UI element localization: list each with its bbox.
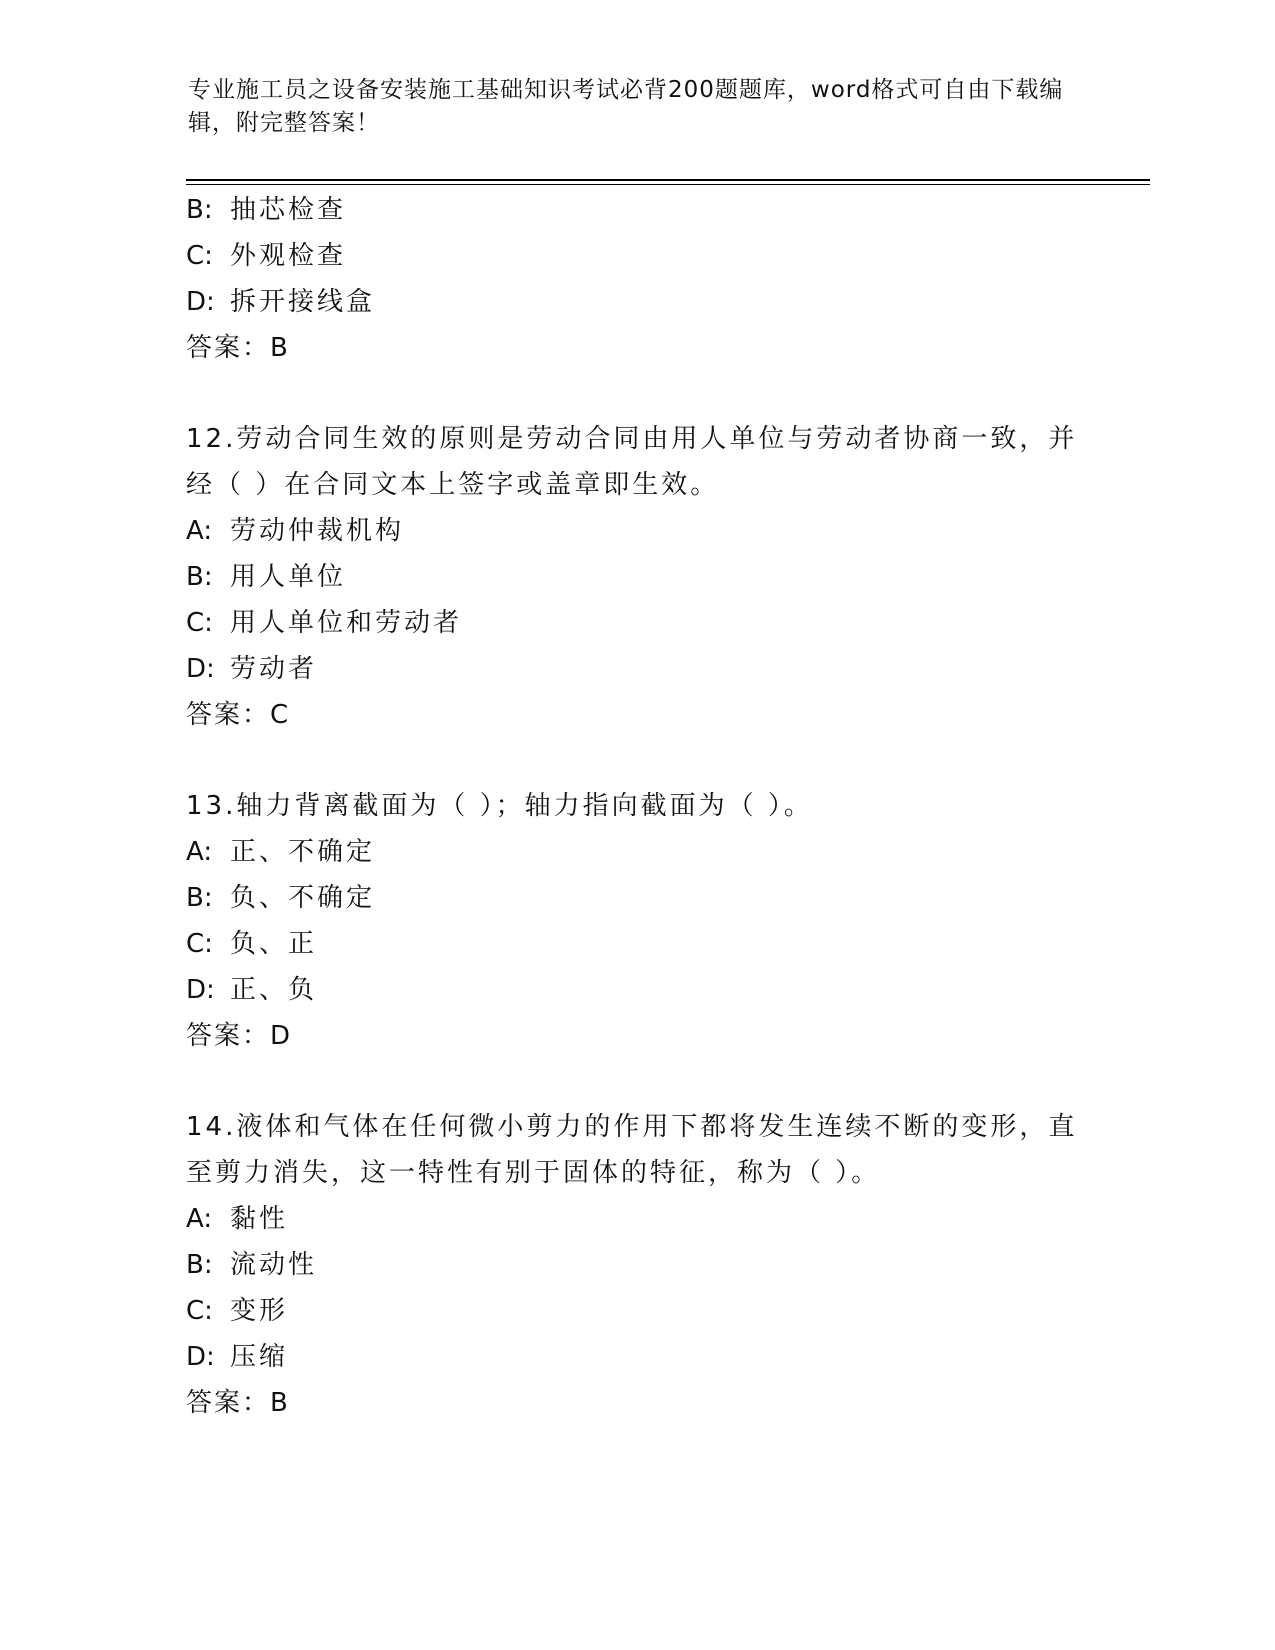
header-divider: [186, 179, 1150, 181]
question-block-partial: [186, 187, 1086, 371]
option-b: B: 负、不确定: [186, 883, 376, 913]
answer: 答案：C: [186, 700, 291, 730]
option-c: C: 外观检查: [186, 241, 347, 271]
question-text: 14.液体和气体在任何微小剪力的作用下都将发生连续不断的变形，直至剪力消失，这一特性有别于固体的特征，称为（ ）。: [186, 1112, 1078, 1188]
option-b: B: 用人单位: [186, 562, 347, 592]
option-a: A: 劳动仲裁机构: [186, 516, 405, 546]
question-block-14: [186, 1104, 1086, 1426]
option-a: A: 黏性: [186, 1204, 289, 1234]
option-d: D: 劳动者: [186, 654, 318, 684]
question-text: 12.劳动合同生效的原则是劳动合同由用人单位与劳动者协商一致，并经（ ）在合同文本上签字或盖章即生效。: [186, 424, 1078, 500]
header-divider-thin: [186, 184, 1150, 185]
answer: 答案：B: [186, 1388, 290, 1418]
answer: 答案：D: [186, 1021, 293, 1051]
question-list: [186, 187, 1086, 1426]
option-c: C: 变形: [186, 1296, 289, 1326]
option-c: C: 用人单位和劳动者: [186, 608, 463, 638]
option-a: A: 正、不确定: [186, 837, 376, 867]
question-block-12: [186, 416, 1086, 738]
document-header: 专业施工员之设备安装施工基础知识考试必背200题题库，word格式可自由下载编辑，附完整答案！: [188, 77, 1064, 136]
answer: 答案：B: [186, 333, 290, 363]
option-d: D: 正、负: [186, 975, 318, 1005]
question-text: 13.轴力背离截面为（ ）；轴力指向截面为（ ）。: [186, 791, 813, 821]
option-d: D: 拆开接线盒: [186, 287, 376, 317]
option-c: C: 负、正: [186, 929, 318, 959]
question-block-13: [186, 783, 1086, 1059]
option-b: B: 流动性: [186, 1250, 318, 1280]
option-d: D: 压缩: [186, 1342, 289, 1372]
option-b: B: 抽芯检查: [186, 195, 347, 225]
